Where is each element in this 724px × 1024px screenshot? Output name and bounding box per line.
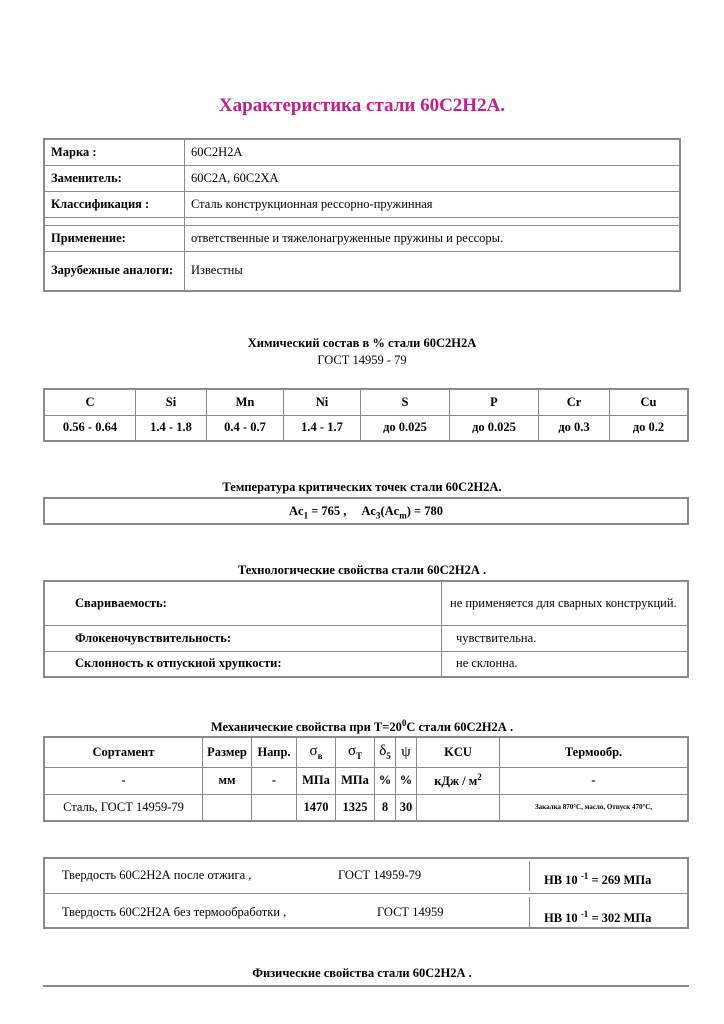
- page-title: Характеристика стали 60С2Н2А.: [218, 95, 506, 116]
- weldability-label: Свариваемость:: [44, 581, 442, 625]
- general-table: [43, 138, 681, 292]
- mech-h-sigma-t: [336, 737, 375, 767]
- chem-header-c: C: [44, 389, 136, 415]
- sigma-t-sub: T: [356, 751, 363, 762]
- classification-value: Сталь конструкционная рессорно-пружинная: [185, 191, 681, 217]
- chem-value-p: до 0.025: [450, 415, 539, 441]
- flake-value: чувствительна.: [442, 625, 689, 651]
- chem-value-mn: 0.4 - 0.7: [207, 415, 284, 441]
- mech-h-sortament: Сортамент: [44, 737, 203, 767]
- flake-label: Флокеночувствительность:: [44, 625, 442, 651]
- hb-untreated-label: HB 10: [544, 911, 578, 926]
- mechanical-table: [43, 736, 689, 822]
- hb-untreated-value: = 302 МПа: [591, 911, 652, 926]
- weldability-value: не применяется для сварных конструкций.: [442, 581, 689, 625]
- chem-header-cr: Cr: [539, 389, 610, 415]
- mech-d-sigma-t: 1325: [336, 794, 375, 821]
- temper-label: Склонность к отпускной хрупкости:: [44, 651, 442, 677]
- ac3-paren: (Ac: [380, 504, 400, 518]
- critical-box: [43, 497, 689, 525]
- chem-header-mn: Mn: [207, 389, 284, 415]
- grade-value: 60С2Н2А: [185, 139, 681, 165]
- mech-h-size: Размер: [203, 737, 252, 767]
- physical-table-top-edge: [43, 985, 689, 987]
- chem-value-cr: до 0.3: [539, 415, 610, 441]
- hardness-untreated-gost: ГОСТ 14959: [377, 905, 444, 919]
- ac1-sub: 1: [303, 510, 309, 521]
- mech-d-psi: 30: [396, 794, 417, 821]
- application-value: ответственные и тяжелонагруженные пружины и рессоры.: [185, 225, 681, 251]
- hardness-row-annealed: [45, 859, 687, 894]
- mechanical-title: [0, 718, 724, 735]
- chem-value-ni: 1.4 - 1.7: [284, 415, 361, 441]
- delta-sub: 5: [386, 751, 391, 762]
- mech-u-delta: %: [375, 767, 396, 794]
- chem-header-ni: Ni: [284, 389, 361, 415]
- mech-h-heat: Термообр.: [500, 737, 689, 767]
- mech-units-row: [44, 767, 688, 794]
- hardness-annealed-value: [529, 861, 687, 891]
- substitute-label: Заменитель:: [44, 165, 185, 191]
- hardness-row-untreated: [45, 893, 687, 927]
- tech-row-weldability: [44, 581, 688, 625]
- analogs-value: Известны: [185, 251, 681, 291]
- chem-header-s: S: [361, 389, 450, 415]
- chemical-header-row: [44, 389, 688, 415]
- kcu-unit-sup: 2: [477, 771, 482, 782]
- general-row-application: [44, 225, 680, 251]
- mech-d-sigma-b: 1470: [297, 794, 336, 821]
- technological-table: [43, 580, 689, 678]
- mech-h-direction: Напр.: [252, 737, 297, 767]
- critical-title: Температура критических точек стали 60С2Н2А.: [222, 480, 502, 494]
- ac3-sub: 3: [375, 510, 381, 521]
- mech-d-delta: 8: [375, 794, 396, 821]
- chem-header-cu: Cu: [610, 389, 689, 415]
- hardness-box: [43, 857, 689, 929]
- mech-u-size: мм: [203, 767, 252, 794]
- mech-h-psi: ψ: [396, 737, 417, 767]
- mech-u-direction: -: [252, 767, 297, 794]
- ac3-paren-sub: m: [399, 510, 407, 521]
- general-row-analogs: [44, 251, 680, 291]
- ac3-label: Ac: [361, 504, 376, 518]
- chemical-subtitle: ГОСТ 14959 - 79: [317, 353, 407, 367]
- ac1-label: Ac: [288, 504, 304, 518]
- application-label: Применение:: [44, 225, 185, 251]
- chem-header-si: Si: [136, 389, 207, 415]
- mech-d-direction: [252, 794, 297, 821]
- hb-untreated-sup: -1: [580, 909, 589, 919]
- mech-d-kcu: [417, 794, 500, 821]
- tech-row-temper: [44, 651, 688, 677]
- mechanical-title-post: С стали 60С2Н2А .: [406, 720, 514, 735]
- kcu-unit: кДж / м: [434, 774, 478, 789]
- ac1-value: = 765 ,: [311, 504, 347, 518]
- hb-annealed-sup: -1: [580, 871, 589, 881]
- mech-u-kcu: [417, 767, 500, 794]
- sigma-b-sub: в: [317, 751, 323, 762]
- chem-value-s: до 0.025: [361, 415, 450, 441]
- technological-title: Технологические свойства стали 60С2Н2А .: [237, 563, 487, 577]
- chemical-values-row: [44, 415, 688, 441]
- classification-label: Классификация :: [44, 191, 185, 217]
- general-row-classification: [44, 191, 680, 217]
- mech-d-heat: Закалка 870°C, масло, Отпуск 470°C,: [500, 794, 689, 821]
- delta-symbol: δ: [379, 743, 387, 760]
- mech-h-kcu: KCU: [417, 737, 500, 767]
- mech-header-row: [44, 737, 688, 767]
- chemical-table: [43, 388, 689, 442]
- grade-label: Марка :: [44, 139, 185, 165]
- hb-annealed-value: = 269 МПа: [591, 873, 652, 888]
- tech-row-flake: [44, 625, 688, 651]
- mech-d-size: [203, 794, 252, 821]
- mech-u-sigma-b: МПа: [297, 767, 336, 794]
- general-spacer-row: [44, 217, 680, 225]
- chem-value-si: 1.4 - 1.8: [136, 415, 207, 441]
- general-row-substitute: [44, 165, 680, 191]
- mech-u-sortament: -: [44, 767, 203, 794]
- sigma-b-symbol: σ: [309, 743, 318, 760]
- hb-annealed-label: HB 10: [544, 873, 578, 888]
- substitute-value: 60С2А, 60С2ХА: [185, 165, 681, 191]
- hardness-annealed-gost: ГОСТ 14959-79: [338, 868, 422, 882]
- mechanical-title-pre: Механические свойства при Т=20: [210, 720, 402, 735]
- hardness-annealed-text: Твердость 60С2Н2А после отжига ,: [62, 868, 252, 882]
- mech-u-sigma-t: МПа: [336, 767, 375, 794]
- temper-value: не склонна.: [442, 651, 689, 677]
- mechanical-title-sup: 0: [401, 718, 407, 728]
- chemical-title: Химический состав в % стали 60С2Н2А: [247, 336, 477, 350]
- sigma-t-symbol: σ: [347, 743, 357, 760]
- general-row-grade: [44, 139, 680, 165]
- analogs-label: Зарубежные аналоги:: [44, 251, 185, 291]
- chem-header-p: P: [450, 389, 539, 415]
- physical-title: Физические свойства стали 60С2Н2А .: [252, 966, 472, 980]
- mech-u-psi: %: [396, 767, 417, 794]
- mech-h-sigma-b: [297, 737, 336, 767]
- mech-u-heat: -: [500, 767, 689, 794]
- ac3-value: ) = 780: [406, 504, 443, 518]
- mech-data-row: [44, 794, 688, 821]
- hardness-untreated-text: Твердость 60С2Н2А без термообработки ,: [62, 905, 287, 919]
- mech-d-sortament: Сталь, ГОСТ 14959-79: [44, 794, 203, 821]
- hardness-untreated-value: [529, 897, 687, 927]
- mech-h-delta: [375, 737, 396, 767]
- chem-value-c: 0.56 - 0.64: [44, 415, 136, 441]
- chem-value-cu: до 0.2: [610, 415, 689, 441]
